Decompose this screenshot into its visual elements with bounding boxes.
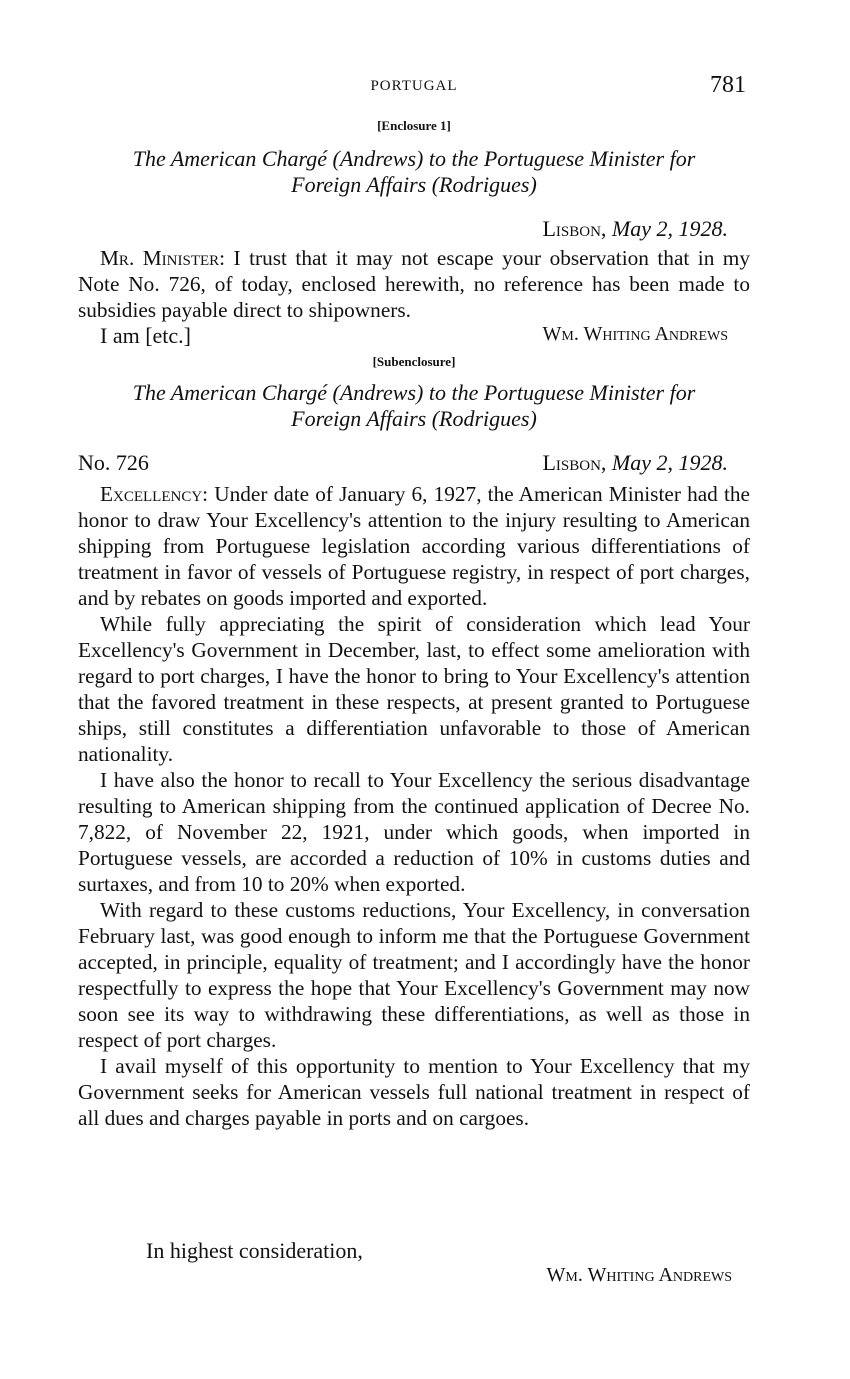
note-number: No. 726 (78, 450, 149, 475)
subenclosure-closing: In highest consideration, (146, 1238, 363, 1263)
enclosure-title (78, 146, 750, 198)
subenclosure-label: [Subenclosure] (372, 354, 456, 369)
enclosure-title-line1: The American Chargé (Andrews) to the Portuguese Minister for (132, 146, 696, 171)
subenclosure-title (78, 380, 750, 432)
running-title: PORTUGAL (370, 78, 458, 94)
subenclosure-signature: Wm. Whiting Andrews (546, 1264, 732, 1286)
enclosure-label: [Enclosure 1] (377, 118, 451, 133)
enclosure-date: May 2, 1928. (611, 216, 728, 241)
enclosure-closing: I am [etc.] (100, 323, 191, 348)
enclosure-dateline (542, 216, 728, 242)
enclosure-body-text: I trust that it may not escape your observation that in my Note No. 726, of today, enclosed herewith, no reference has been made to subsidies payable direct to shipowners. (78, 246, 751, 322)
enclosure-body (78, 245, 750, 323)
subenclosure-place: Lisbon, (542, 450, 607, 475)
paragraph-1 (78, 481, 750, 611)
enclosure-salutation: Mr. Minister: (100, 246, 226, 270)
paragraph-1-text: Under date of January 6, 1927, the American Minister had the honor to draw Your Excellency's attention to the injury resulting to American shipping from Portuguese legislation according various differentiations of treatment in favor of vessels of Portuguese registry, in respect of port charges, and by rebates on goods imported and exported. (78, 482, 750, 610)
enclosure-signature: Wm. Whiting Andrews (542, 323, 728, 345)
paragraph-3: I have also the honor to recall to Your Excellency the serious disadvantage resulting to American shipping from the continued application of Decree No. 7,822, of November 22, 1921, under which goods, when imported in Portuguese vessels, are accorded a reduction of 10% in customs duties and surtaxes, and from 10 to 20% when exported. (78, 768, 750, 896)
running-head (78, 72, 750, 102)
subenclosure-title-line1: The American Chargé (Andrews) to the Portuguese Minister for (132, 380, 696, 405)
paragraph-5: I avail myself of this opportunity to mention to Your Excellency that my Government seeks for American vessels full national treatment in respect of all dues and charges payable in ports and on cargoes. (78, 1054, 750, 1130)
page-number: 781 (710, 72, 746, 98)
enclosure-title-line2: Foreign Affairs (Rodrigues) (291, 172, 537, 197)
subenclosure-salutation: Excellency: (100, 482, 209, 506)
subenclosure-date: May 2, 1928. (611, 450, 728, 475)
paragraph-4: With regard to these customs reductions, Your Excellency, in conversation February last, was good enough to inform me that the Portuguese Government accepted, in principle, equality of treatment; and I accordingly have the honor respectfully to express the hope that Your Excellency's Government may now soon see its way to withdrawing these differentiations, as well as those in respect of port charges. (78, 898, 750, 1052)
subenclosure-title-line2: Foreign Affairs (Rodrigues) (291, 406, 537, 431)
paragraph-2: While fully appreciating the spirit of consideration which lead Your Excellency's Government in December, last, to effect some amelioration with regard to port charges, I have the honor to bring to Your Excellency's attention that the favored treatment in these respects, at present granted to Portuguese ships, still constitutes a differentiation unfavorable to those of American nationality. (78, 612, 750, 766)
subenclosure-body (78, 481, 750, 1131)
enclosure-place: Lisbon, (542, 216, 607, 241)
